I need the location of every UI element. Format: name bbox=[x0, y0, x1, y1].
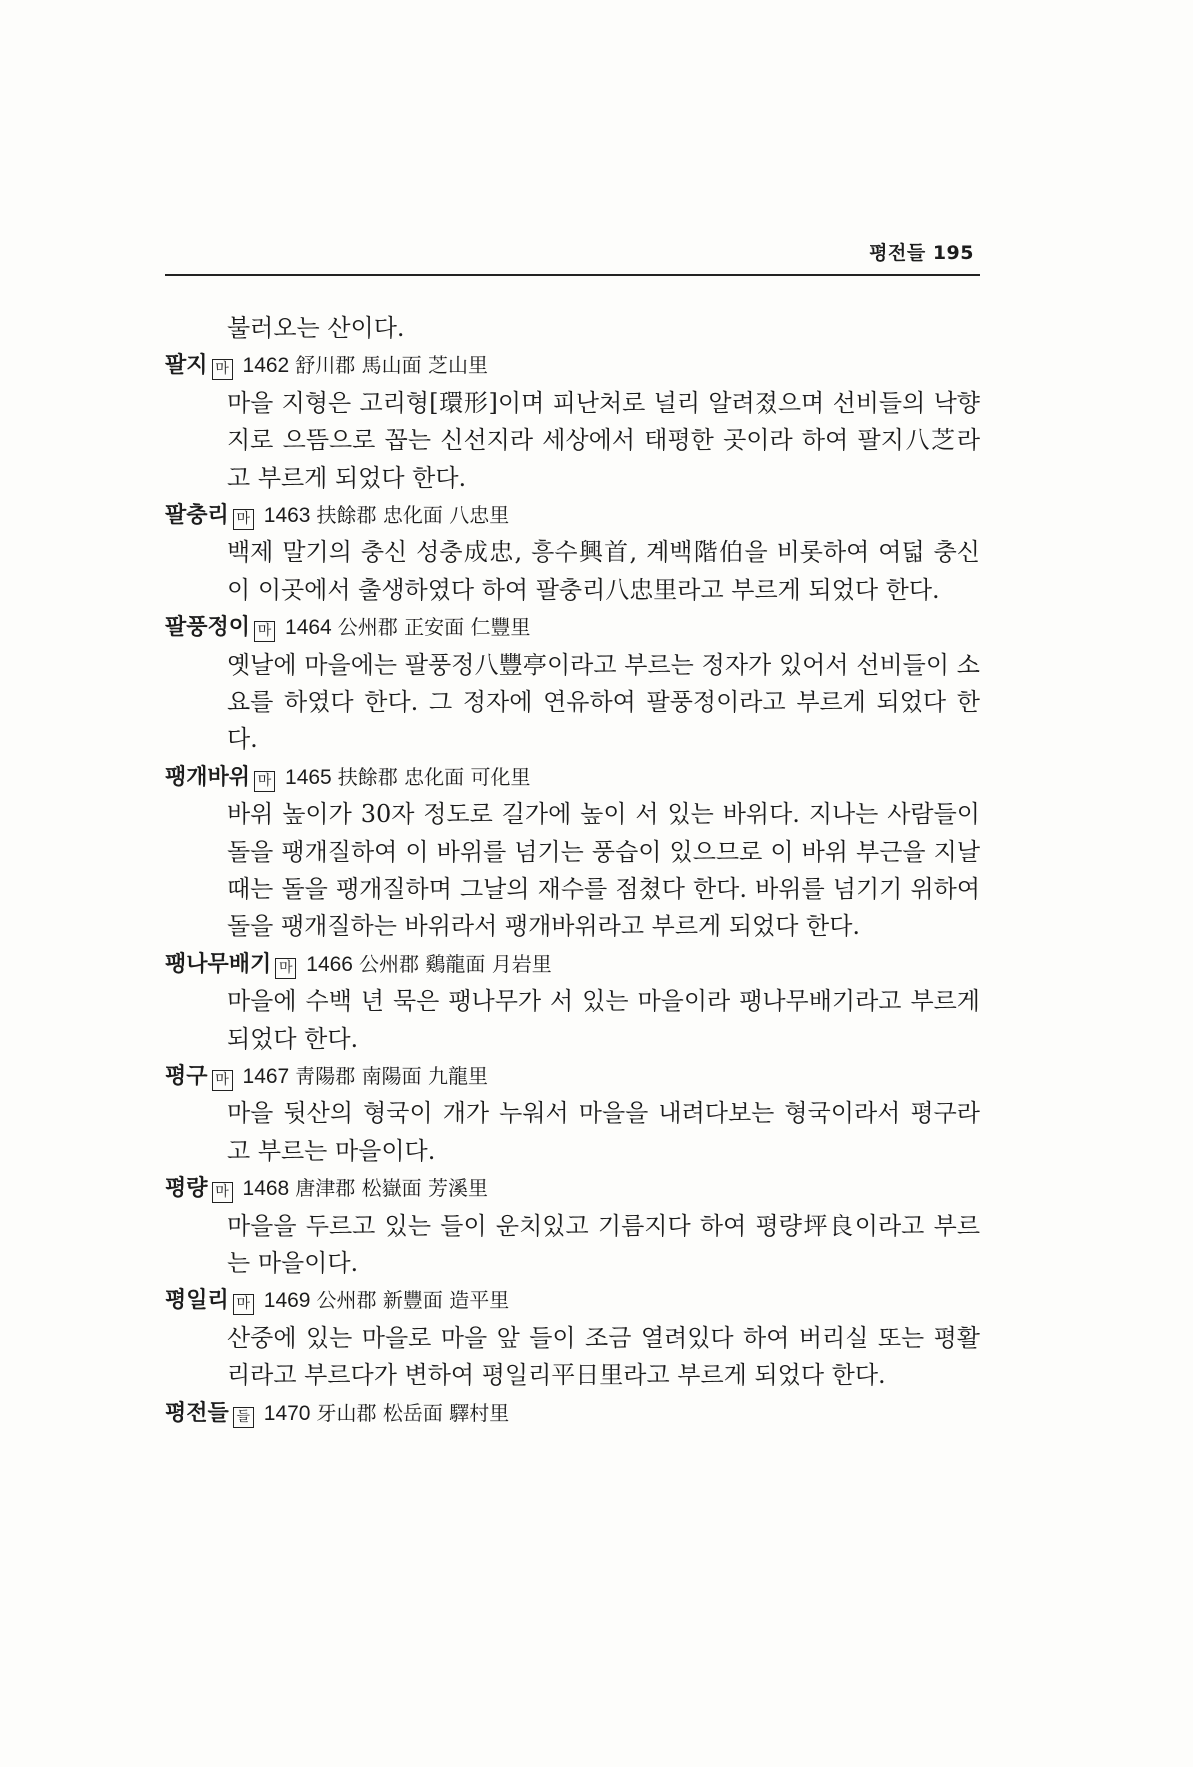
entry-1465 bbox=[165, 759, 980, 946]
entry-headword: 팽나무배기 bbox=[165, 951, 272, 977]
entry-location: 公州郡 正安面 仁豐里 bbox=[337, 615, 531, 640]
entry-location: 公州郡 新豐面 造平里 bbox=[316, 1288, 510, 1313]
running-header bbox=[165, 234, 980, 276]
entry-headword: 팔지 bbox=[165, 353, 208, 379]
category-mark: 마 bbox=[275, 958, 296, 979]
entry-headword: 팔풍정이 bbox=[165, 615, 251, 641]
entry-number: 1466 bbox=[306, 952, 353, 976]
entry-number: 1469 bbox=[263, 1289, 311, 1313]
entry-headword: 평구 bbox=[165, 1064, 208, 1090]
entry-headword: 평일리 bbox=[165, 1288, 229, 1314]
entry-text: 마을 지형은 고리형[環形]이며 피난처로 널리 알려졌으며 선비들의 낙향지로 으뜸으로 꼽는 신선지라 세상에서 태평한 곳이라 하여 팔지八芝라고 부르게 되었다 한다. bbox=[227, 388, 980, 492]
entry-1462 bbox=[165, 347, 980, 497]
entry-number: 1470 bbox=[263, 1401, 311, 1425]
entry-number: 1468 bbox=[242, 1177, 290, 1201]
entry-number: 1463 bbox=[263, 504, 311, 528]
entry-head bbox=[165, 946, 980, 983]
entry-location: 扶餘郡 忠化面 可化里 bbox=[337, 764, 531, 789]
entry-headword: 팔충리 bbox=[165, 503, 229, 529]
entry-1467 bbox=[165, 1058, 980, 1170]
category-mark: 마 bbox=[212, 359, 233, 380]
entry-head bbox=[165, 1282, 980, 1319]
entry-1470 bbox=[165, 1395, 980, 1432]
entry-text: 산중에 있는 마을로 마을 앞 들이 조금 열려있다 하여 버리실 또는 평활리라고 부르다가 변하여 평일리平日里라고 부르게 되었다 한다. bbox=[227, 1323, 980, 1390]
entry-head bbox=[165, 1058, 980, 1095]
running-head: 평전들 195 bbox=[869, 242, 974, 264]
entry-text: 마을에 수백 년 묵은 팽나무가 서 있는 마을이라 팽나무배기라고 부르게 되었다 한다. bbox=[227, 987, 980, 1053]
entry-text: 마을을 두르고 있는 들이 운치있고 기름지다 하여 평량坪良이라고 부르는 마을이다. bbox=[227, 1211, 980, 1278]
page-content bbox=[165, 310, 980, 1432]
entry-number: 1467 bbox=[242, 1065, 290, 1089]
entry-number: 1464 bbox=[285, 616, 332, 640]
entry-1468 bbox=[165, 1170, 980, 1282]
entry-1469 bbox=[165, 1282, 980, 1394]
continuation-text: 불러오는 산이다. bbox=[227, 314, 405, 342]
entry-head bbox=[165, 347, 980, 384]
entry-location: 舒川郡 馬山面 芝山里 bbox=[295, 353, 488, 378]
category-mark: 마 bbox=[233, 1294, 254, 1315]
entry-1463 bbox=[165, 497, 980, 609]
entry-number: 1462 bbox=[242, 354, 290, 378]
entry-text: 바위 높이가 30자 정도로 길가에 높이 서 있는 바위다. 지나는 사람들이 돌을 팽개질하여 이 바위를 넘기는 풍습이 있으므로 이 바위 부근을 지날 때는 돌을 팽개질하며 그날의 재수를 점쳤다 한다. 바위를 넘기기 위하여 돌을 팽개질하는 바위라서 팽개바위라고 부르게 되었다 한다. bbox=[227, 800, 980, 941]
entry-headword: 평량 bbox=[165, 1176, 208, 1202]
entry-text: 백제 말기의 충신 성충成忠, 흥수興首, 계백階伯을 비롯하여 여덟 충신이 이곳에서 출생하였다 하여 팔충리八忠里라고 부르게 되었다 한다. bbox=[227, 538, 980, 604]
entry-headword: 팽개바위 bbox=[165, 764, 251, 790]
entry-head bbox=[165, 497, 980, 534]
entry-location: 公州郡 鷄龍面 月岩里 bbox=[358, 951, 552, 976]
category-mark: 마 bbox=[254, 621, 275, 642]
entry-headword: 평전들 bbox=[165, 1400, 229, 1426]
category-mark: 마 bbox=[212, 1182, 233, 1203]
entry-head bbox=[165, 1395, 980, 1432]
entry-location: 靑陽郡 南陽面 九龍里 bbox=[295, 1064, 488, 1089]
entry-location: 牙山郡 松岳面 驛村里 bbox=[316, 1400, 510, 1425]
entry-location: 唐津郡 松嶽面 芳溪里 bbox=[295, 1176, 488, 1201]
category-mark: 들 bbox=[233, 1407, 254, 1428]
entry-text: 마을 뒷산의 형국이 개가 누워서 마을을 내려다보는 형국이라서 평구라고 부르는 마을이다. bbox=[227, 1099, 980, 1165]
category-mark: 마 bbox=[233, 509, 254, 530]
entry-head bbox=[165, 1170, 980, 1207]
category-mark: 마 bbox=[254, 771, 275, 792]
entry-head bbox=[165, 609, 980, 646]
entry-text: 옛날에 마을에는 팔풍정八豐亭이라고 부르는 정자가 있어서 선비들이 소요를 하였다 한다. 그 정자에 연유하여 팔풍정이라고 부르게 되었다 한다. bbox=[227, 650, 980, 754]
entry-location: 扶餘郡 忠化面 八忠里 bbox=[316, 503, 510, 528]
entry-head bbox=[165, 759, 980, 796]
entry-1464 bbox=[165, 609, 980, 759]
category-mark: 마 bbox=[212, 1070, 233, 1091]
entry-number: 1465 bbox=[285, 765, 332, 789]
entry-1466 bbox=[165, 946, 980, 1058]
